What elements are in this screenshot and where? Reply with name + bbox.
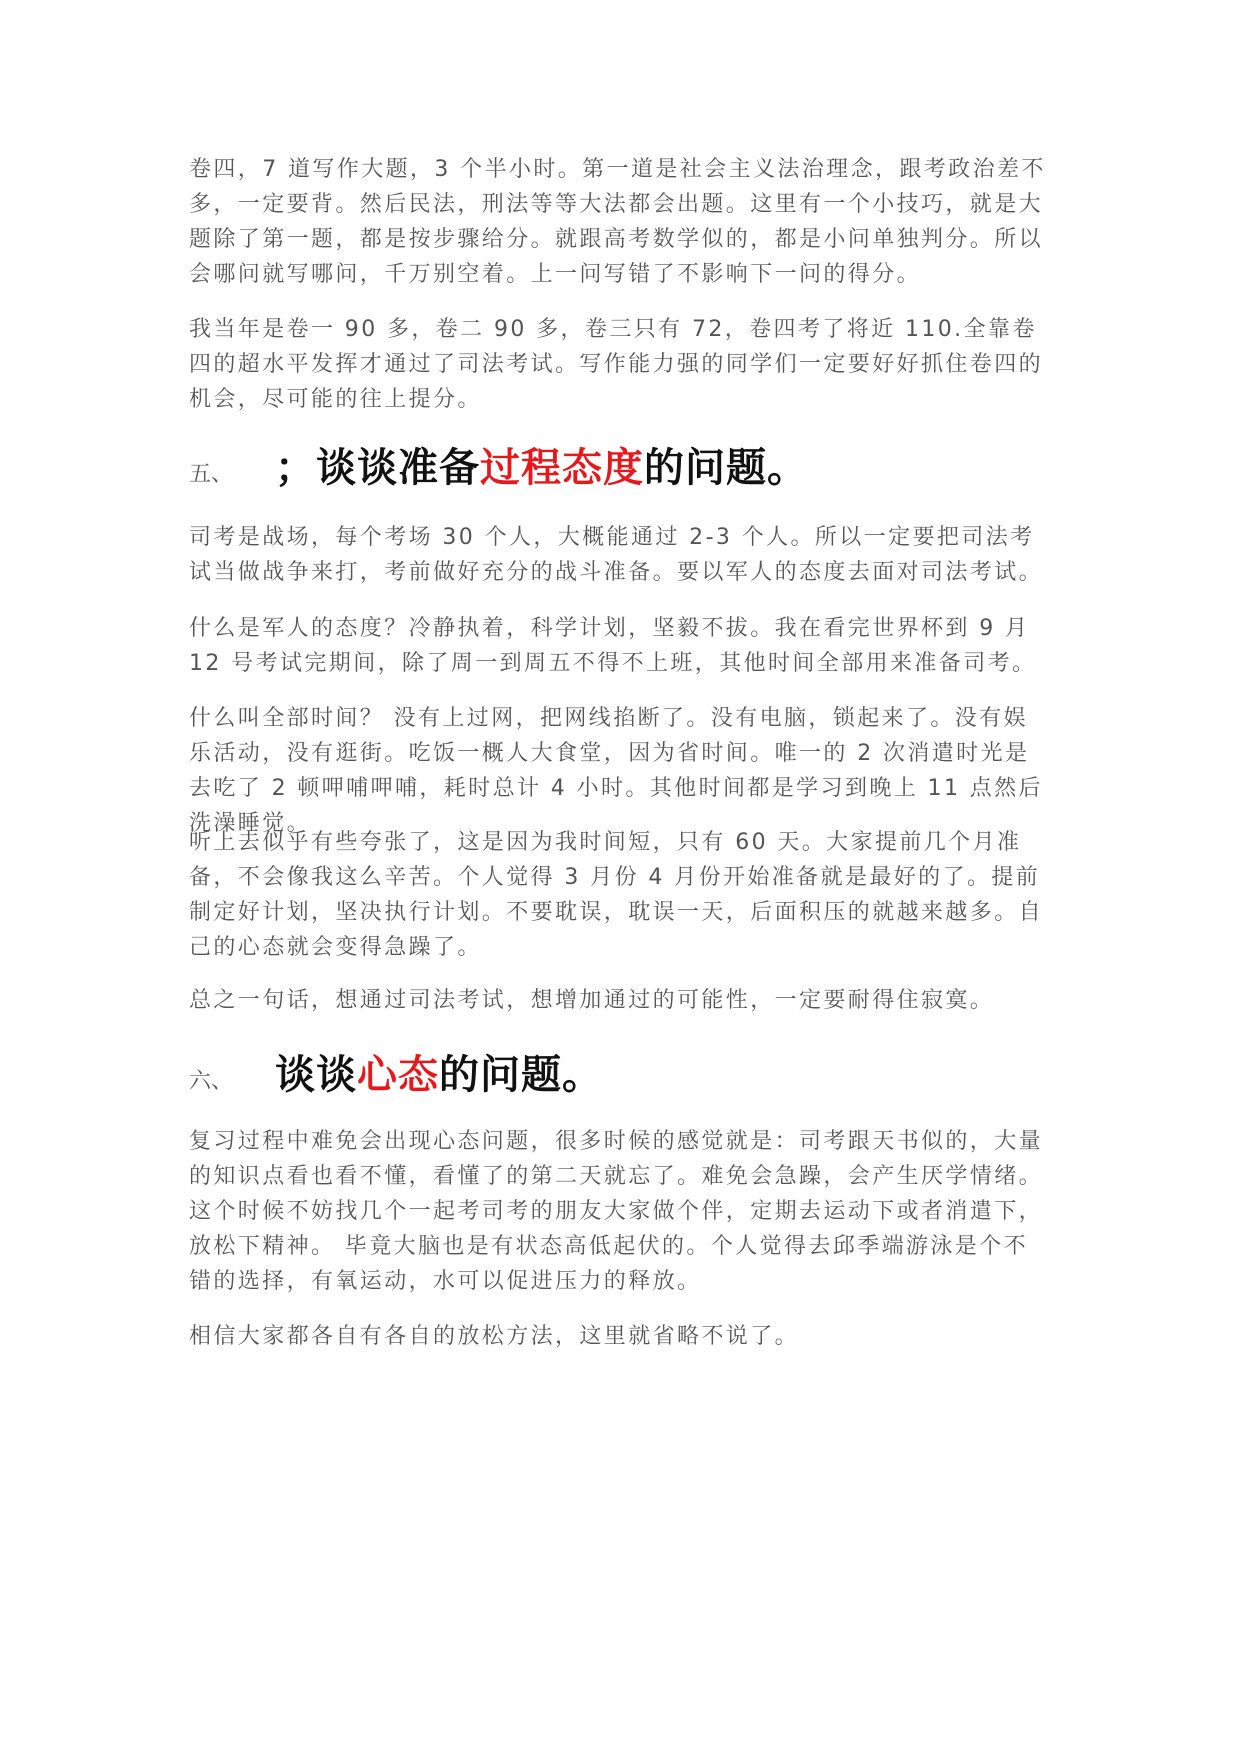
paragraph-mindset: 复习过程中难免会出现心态问题，很多时候的感觉就是：司考跟天书似的，大量的知识点看也看不懂，看懂了的第二天就忘了。难免会急躁，会产生厌学情绪。这个时候不妨找几个一起考司考的朋友大家做个伴，定期去运动下或者消遣下，放松下精神。 毕竟大脑也是有状态高低起伏的。个人觉得去邱季端游泳是个不错的选择，有氧运动，水可以促进压力的释放。 (189, 1129, 1044, 1294)
title-prefix: 谈谈 (275, 1052, 357, 1098)
paragraph-summary: 总之一句话，想通过司法考试，想增加通过的可能性，一定要耐得住寂寞。 (189, 988, 995, 1013)
title-prefix: ；谈谈准备 (275, 445, 480, 491)
paragraph-battlefield: 司考是战场，每个考场 30 个人，大概能通过 2-3 个人。所以一定要把司法考试当做战争来打，考前做好充分的战斗准备。要以军人的态度去面对司法考试。 (189, 525, 1044, 585)
title-suffix: 的问题。 (439, 1052, 603, 1098)
title-highlight: 心态 (357, 1052, 439, 1098)
paragraph-all-time: 什么叫全部时间？ 没有上过网，把网线掐断了。没有电脑，锁起来了。没有娱乐活动，没有逛街。吃饭一概人大食堂，因为省时间。唯一的 2 次消遣时光是去吃了 2 顿呷哺呷哺，耗时总计 4 小时。其他时间都是学习到晚上 11 点然后洗澡睡觉。 (189, 706, 1043, 836)
paragraph-paper-four: 卷四，7 道写作大题，3 个半小时。第一道是社会主义法治理念，跟考政治差不多，一定要背。然后民法，刑法等等大法都会出题。这里有一个小技巧，就是大题除了第一题，都是按步骤给分。就跟高考数学似的，都是小问单独判分。所以会哪问就写哪问，千万别空着。上一问写错了不影响下一问的得分。 (189, 157, 1046, 287)
section-heading-6 (189, 1043, 1051, 1100)
paragraph-scores: 我当年是卷一 90 多，卷二 90 多，卷三只有 72，卷四考了将近 110.全靠卷四的超水平发挥才通过了司法考试。写作能力强的同学们一定要好好抓住卷四的机会，尽可能的往上提分。 (189, 317, 1044, 412)
paragraph-soldier-attitude: 什么是军人的态度？冷静执着，科学计划，坚毅不拔。我在看完世界杯到 9 月 12 号考试完期间，除了周一到周五不得不上班，其他时间全部用来准备司考。 (189, 616, 1037, 676)
paragraph-exaggeration: 听上去似乎有些夸张了，这是因为我时间短，只有 60 天。大家提前几个月准备，不会像我这么辛苦。个人觉得 3 月份 4 月份开始准备就是最好的了。提前制定好计划，坚决执行计划。不要耽误，耽误一天，后面积压的就越来越多。自己的心态就会变得急躁了。 (189, 830, 1044, 960)
section-title (275, 436, 808, 493)
section-heading-5 (189, 436, 1051, 493)
paragraph-relaxation: 相信大家都各自有各自的放松方法，这里就省略不说了。 (189, 1324, 800, 1349)
title-suffix: 的问题。 (644, 445, 808, 491)
section-number: 五、 (189, 462, 234, 487)
section-number: 六、 (189, 1069, 234, 1094)
section-title (275, 1043, 603, 1100)
title-highlight: 过程态度 (480, 445, 644, 491)
